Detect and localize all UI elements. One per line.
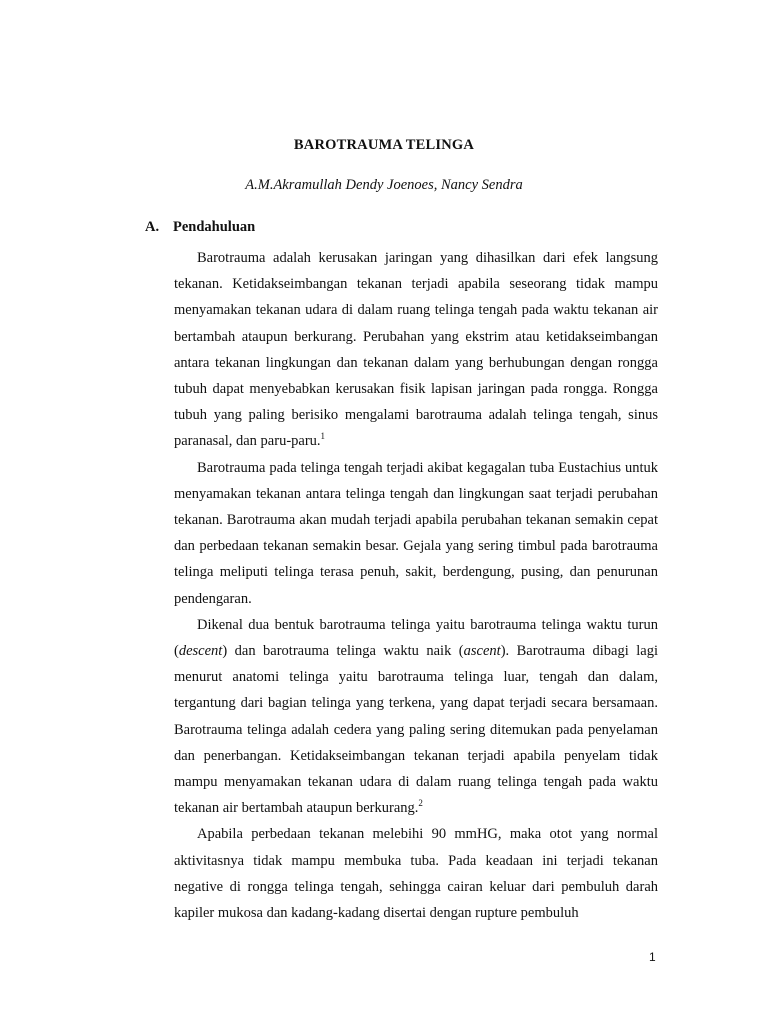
paragraph-3 <box>174 612 658 822</box>
paragraph-4: Apabila perbedaan tekanan melebihi 90 mmHG, maka otot yang normal aktivitasnya tidak mampu membuka tuba. Pada keadaan ini terjadi tekanan negative di rongga telinga tengah, sehingga cairan keluar dari pembuluh darah kapiler mukosa dan kadang-kadang disertai dengan rupture pembuluh <box>174 826 658 922</box>
page-number: 1 <box>649 950 656 964</box>
section-heading <box>145 219 255 236</box>
paragraph-3-italic-descent: descent <box>178 643 223 660</box>
document-title: BAROTRAUMA TELINGA <box>293 137 475 153</box>
paragraph-3-part1: Dikenal dua bentuk barotrauma telinga yaitu barotrauma telinga waktu turun ( <box>174 616 658 660</box>
paragraph-3-part3: ). Barotrauma dibagi lagi menurut anatomi telinga yaitu barotrauma telinga luar, tengah dan dalam, tergantung dari bagian telinga yang terkena, yang dapat terjadi secara bersamaan. Barotrauma telinga adalah cedera yang paling sering ditemukan pada penyelaman dan penerbangan. Ketidakseimbangan tekanan terjadi apabila penyelam tidak mampu menyamakan tekanan udara di dalam ruang telinga tengah pada waktu tekanan air bertambah ataupun berkurang. <box>174 643 658 817</box>
footnote-ref-1: 1 <box>320 431 326 442</box>
paragraph-3-italic-ascent: ascent <box>463 643 501 660</box>
paragraph-1-text: Barotrauma adalah kerusakan jaringan yang dihasilkan dari efek langsung tekanan. Ketidakseimbangan tekanan terjadi apabila seseorang tidak mampu menyamakan tekanan udara di dalam ruang telinga tengah pada waktu tekanan air bertambah ataupun berkurang. Perubahan yang ekstrim atau ketidakseimbangan antara tekanan lingkungan dan tekanan dalam yang berhubungan dengan rongga tubuh dapat menyebabkan kerusakan fisik lapisan jaringan pada rongga. Rongga tubuh yang paling berisiko mengalami barotrauma adalah telinga tengah, sinus paranasal, dan paru-paru. <box>174 250 658 450</box>
body-text <box>174 245 658 926</box>
section-letter: A. <box>145 219 160 235</box>
document-authors: A.M.Akramullah Dendy Joenoes, Nancy Sendra <box>245 177 523 193</box>
section-title: Pendahuluan <box>173 219 256 235</box>
paragraph-3-part2: ) dan barotrauma telinga waktu naik ( <box>222 643 464 660</box>
footnote-ref-2: 2 <box>418 798 423 809</box>
paragraph-1 <box>174 245 658 455</box>
paragraph-2: Barotrauma pada telinga tengah terjadi akibat kegagalan tuba Eustachius untuk menyamakan tekanan antara telinga tengah dan lingkungan saat terjadi perubahan tekanan. Barotrauma akan mudah terjadi apabila perubahan tekanan semakin cepat dan perbedaan tekanan semakin besar. Gejala yang sering timbul pada barotrauma telinga meliputi telinga terasa penuh, sakit, berdengung, pusing, dan penurunan pendengaran. <box>174 459 658 607</box>
